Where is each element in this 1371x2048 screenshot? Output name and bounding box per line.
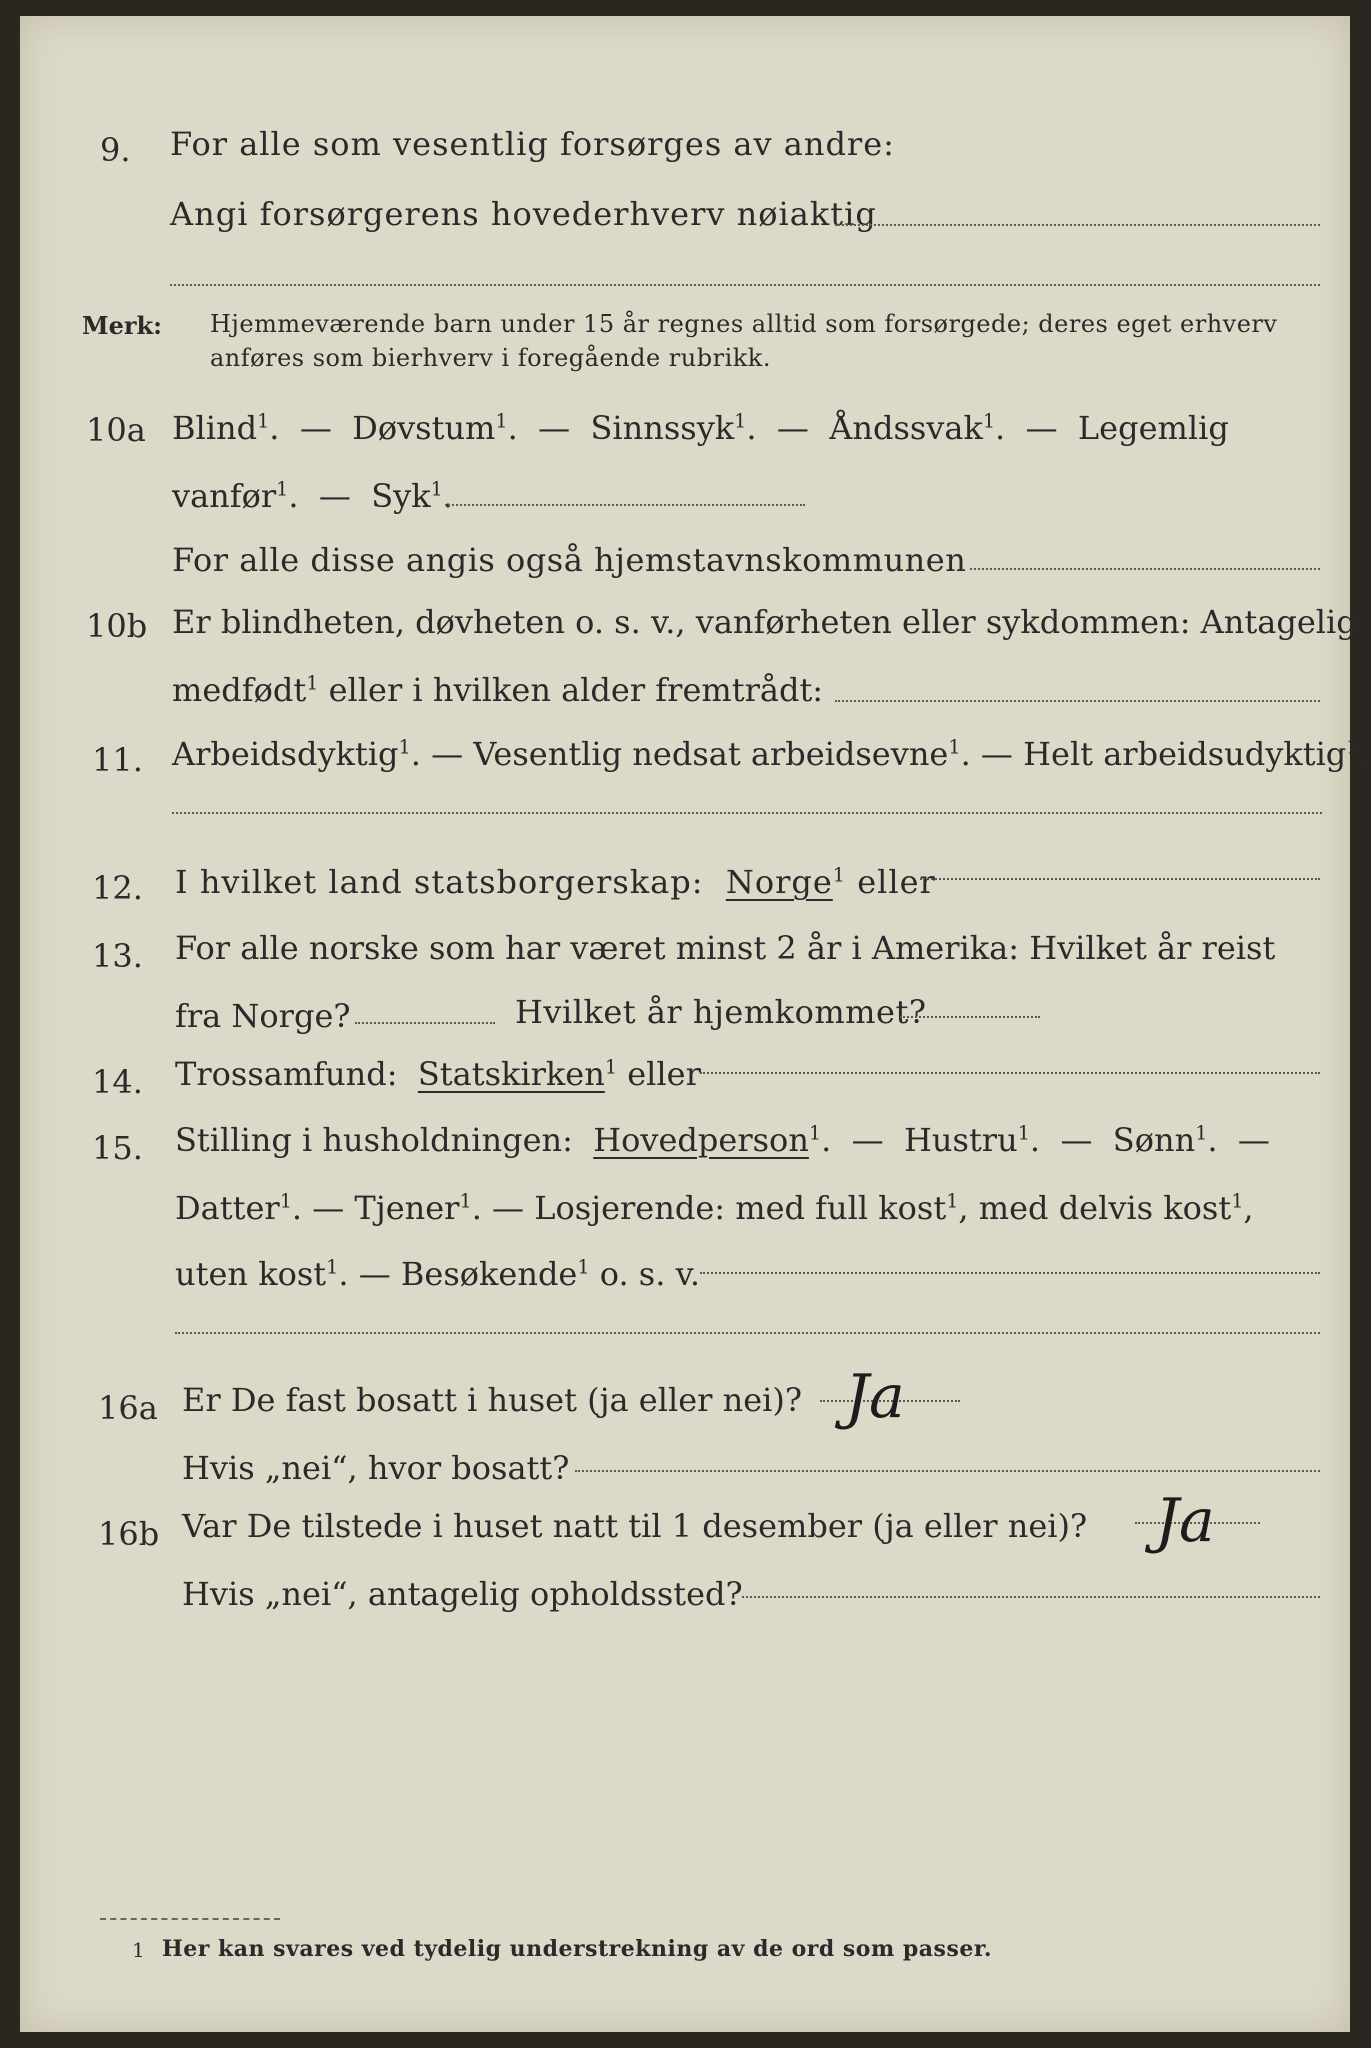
q13-line2a: fra Norge? bbox=[175, 997, 351, 1035]
q10a-number: 10a bbox=[86, 411, 146, 449]
opt-besokende[interactable]: Besøkende bbox=[400, 1255, 578, 1293]
opt-hovedperson[interactable]: Hovedperson bbox=[593, 1121, 809, 1159]
q9-number: 9. bbox=[100, 131, 131, 169]
q12-text: I hvilket land statsborgerskap: bbox=[175, 863, 704, 901]
census-form-page bbox=[20, 16, 1369, 2032]
opt-udyktig[interactable]: Helt arbeidsudyktig bbox=[1023, 735, 1347, 773]
q15-line1: Stilling i husholdningen: Hovedperson$^1$. — Hustru$^1$. — Sønn$^1$. — bbox=[175, 1121, 1270, 1159]
q12-line1: I hvilket land statsborgerskap: Norge$^1$ eller bbox=[175, 863, 936, 901]
merk-line1: Hjemmeværende barn under 15 år regnes alltid som forsørgede; deres eget erhverv bbox=[210, 310, 1278, 338]
q10b-number: 10b bbox=[86, 607, 148, 645]
q15-number: 15. bbox=[92, 1129, 143, 1167]
footnote-mark: 1 bbox=[132, 1938, 145, 1962]
q15-text: Stilling i husholdningen: bbox=[175, 1121, 573, 1159]
q16a-line2: Hvis „nei“, hvor bosatt? bbox=[182, 1449, 570, 1487]
q12-number: 12. bbox=[92, 869, 143, 907]
opt-delvis-kost[interactable]: med delvis kost bbox=[978, 1189, 1232, 1227]
q11-number: 11. bbox=[92, 741, 143, 779]
q16a-bosatt-line[interactable] bbox=[575, 1470, 1320, 1472]
opt-sinnssyk[interactable]: Sinnssyk bbox=[590, 409, 735, 447]
q16a-number: 16a bbox=[98, 1389, 158, 1427]
opt-arbeidsdyktig[interactable]: Arbeidsdyktig bbox=[172, 735, 399, 773]
q15-answer-line[interactable] bbox=[700, 1272, 1320, 1274]
q11-answer-line[interactable] bbox=[172, 812, 1322, 814]
q16b-line1: Var De tilstede i huset natt til 1 desember (ja eller nei)? bbox=[182, 1507, 1088, 1545]
q11-line1: Arbeidsdyktig$^1$. — Vesentlig nedsat arbeidsevne$^1$. — Helt arbeidsudyktig$^1$. bbox=[172, 735, 1369, 773]
q16b-line2: Hvis „nei“, antagelig opholdssted? bbox=[182, 1575, 743, 1613]
q10a-line1: Blind$^1$. — Døvstum$^1$. — Sinnssyk$^1$. — Åndssvak$^1$. — Legemlig bbox=[172, 409, 1229, 447]
q15-line2: Datter$^1$. — Tjener$^1$. — Losjerende: med full kost$^1$, med delvis kost$^1$, bbox=[175, 1189, 1254, 1227]
opt-vanfor[interactable]: vanfør bbox=[172, 477, 277, 515]
q16b-opholdssted-line[interactable] bbox=[742, 1596, 1320, 1598]
opt-uten-kost[interactable]: uten kost bbox=[175, 1255, 327, 1293]
opt-tjener[interactable]: Tjener bbox=[354, 1189, 460, 1227]
opt-syk[interactable]: Syk bbox=[371, 477, 431, 515]
footnote-rule bbox=[100, 1918, 280, 1920]
q15-answer-line-2[interactable] bbox=[175, 1332, 1320, 1334]
q10a-line2: vanfør$^1$. — Syk$^1$. bbox=[172, 477, 454, 515]
q9-answer-line[interactable] bbox=[835, 224, 1320, 226]
q9-answer-line-2[interactable] bbox=[170, 284, 1320, 286]
q15-osv: o. s. v. bbox=[599, 1255, 701, 1293]
q9-line1: For alle som vesentlig forsørges av andre: bbox=[170, 125, 895, 163]
q9-line2: Angi forsørgerens hovederhverv nøiaktig bbox=[170, 195, 877, 233]
opt-statskirken[interactable]: Statskirken bbox=[417, 1055, 605, 1093]
q13-line2b: Hvilket år hjemkommet? bbox=[515, 993, 927, 1031]
q16a-handwritten-answer: Ja bbox=[845, 1362, 905, 1432]
q10a-answer-line[interactable] bbox=[445, 504, 805, 506]
opt-nedsat[interactable]: Vesentlig nedsat arbeidsevne bbox=[473, 735, 949, 773]
q10a-line3: For alle disse angis også hjemstavnskommunen bbox=[172, 541, 967, 579]
opt-losjerende-full[interactable]: Losjerende: med full kost bbox=[534, 1189, 947, 1227]
q12-eller: eller bbox=[857, 863, 936, 901]
q10b-line1: Er blindheten, døvheten o. s. v., vanførheten eller sykdommen: Antagelig bbox=[172, 603, 1357, 641]
q10a-hjemstavn-line[interactable] bbox=[970, 568, 1320, 570]
q14-answer-line[interactable] bbox=[700, 1072, 1320, 1074]
q14-text: Trossamfund: bbox=[175, 1055, 398, 1093]
opt-blind[interactable]: Blind bbox=[172, 409, 258, 447]
opt-datter[interactable]: Datter bbox=[175, 1189, 280, 1227]
q14-line1: Trossamfund: Statskirken$^1$ eller bbox=[175, 1055, 701, 1093]
q16b-handwritten-answer: Ja bbox=[1155, 1486, 1215, 1556]
q13-hjemkommet-line[interactable] bbox=[900, 1016, 1040, 1018]
footnote-text: Her kan svares ved tydelig understrekning av de ord som passer. bbox=[162, 1936, 993, 1962]
opt-dovstum[interactable]: Døvstum bbox=[352, 409, 496, 447]
q13-reist-line[interactable] bbox=[355, 1022, 495, 1024]
q14-eller: eller bbox=[627, 1055, 701, 1093]
q16a-line1: Er De fast bosatt i huset (ja eller nei)? bbox=[182, 1381, 803, 1419]
q10b-answer-line[interactable] bbox=[835, 700, 1320, 702]
merk-line2: anføres som bierhverv i foregående rubrikk. bbox=[210, 344, 771, 372]
q12-answer-line[interactable] bbox=[920, 878, 1320, 880]
q14-number: 14. bbox=[92, 1063, 143, 1101]
merk-label: Merk: bbox=[82, 311, 162, 340]
opt-andssvak[interactable]: Åndssvak bbox=[829, 409, 983, 447]
q13-number: 13. bbox=[92, 937, 143, 975]
q10b-line2-rest: eller i hvilken alder fremtrådt: bbox=[328, 671, 824, 709]
opt-medfodt[interactable]: medfødt bbox=[172, 671, 307, 709]
q15-line3: uten kost$^1$. — Besøkende$^1$ o. s. v. bbox=[175, 1255, 701, 1293]
opt-sonn[interactable]: Sønn bbox=[1112, 1121, 1196, 1159]
opt-hustru[interactable]: Hustru bbox=[904, 1121, 1018, 1159]
opt-norge[interactable]: Norge bbox=[725, 863, 833, 901]
q16b-number: 16b bbox=[98, 1515, 160, 1553]
q10b-line2: medfødt$^1$ eller i hvilken alder fremtrådt: bbox=[172, 671, 824, 709]
opt-legemlig[interactable]: Legemlig bbox=[1077, 409, 1229, 447]
q13-line1: For alle norske som har været minst 2 år i Amerika: Hvilket år reist bbox=[175, 929, 1276, 967]
